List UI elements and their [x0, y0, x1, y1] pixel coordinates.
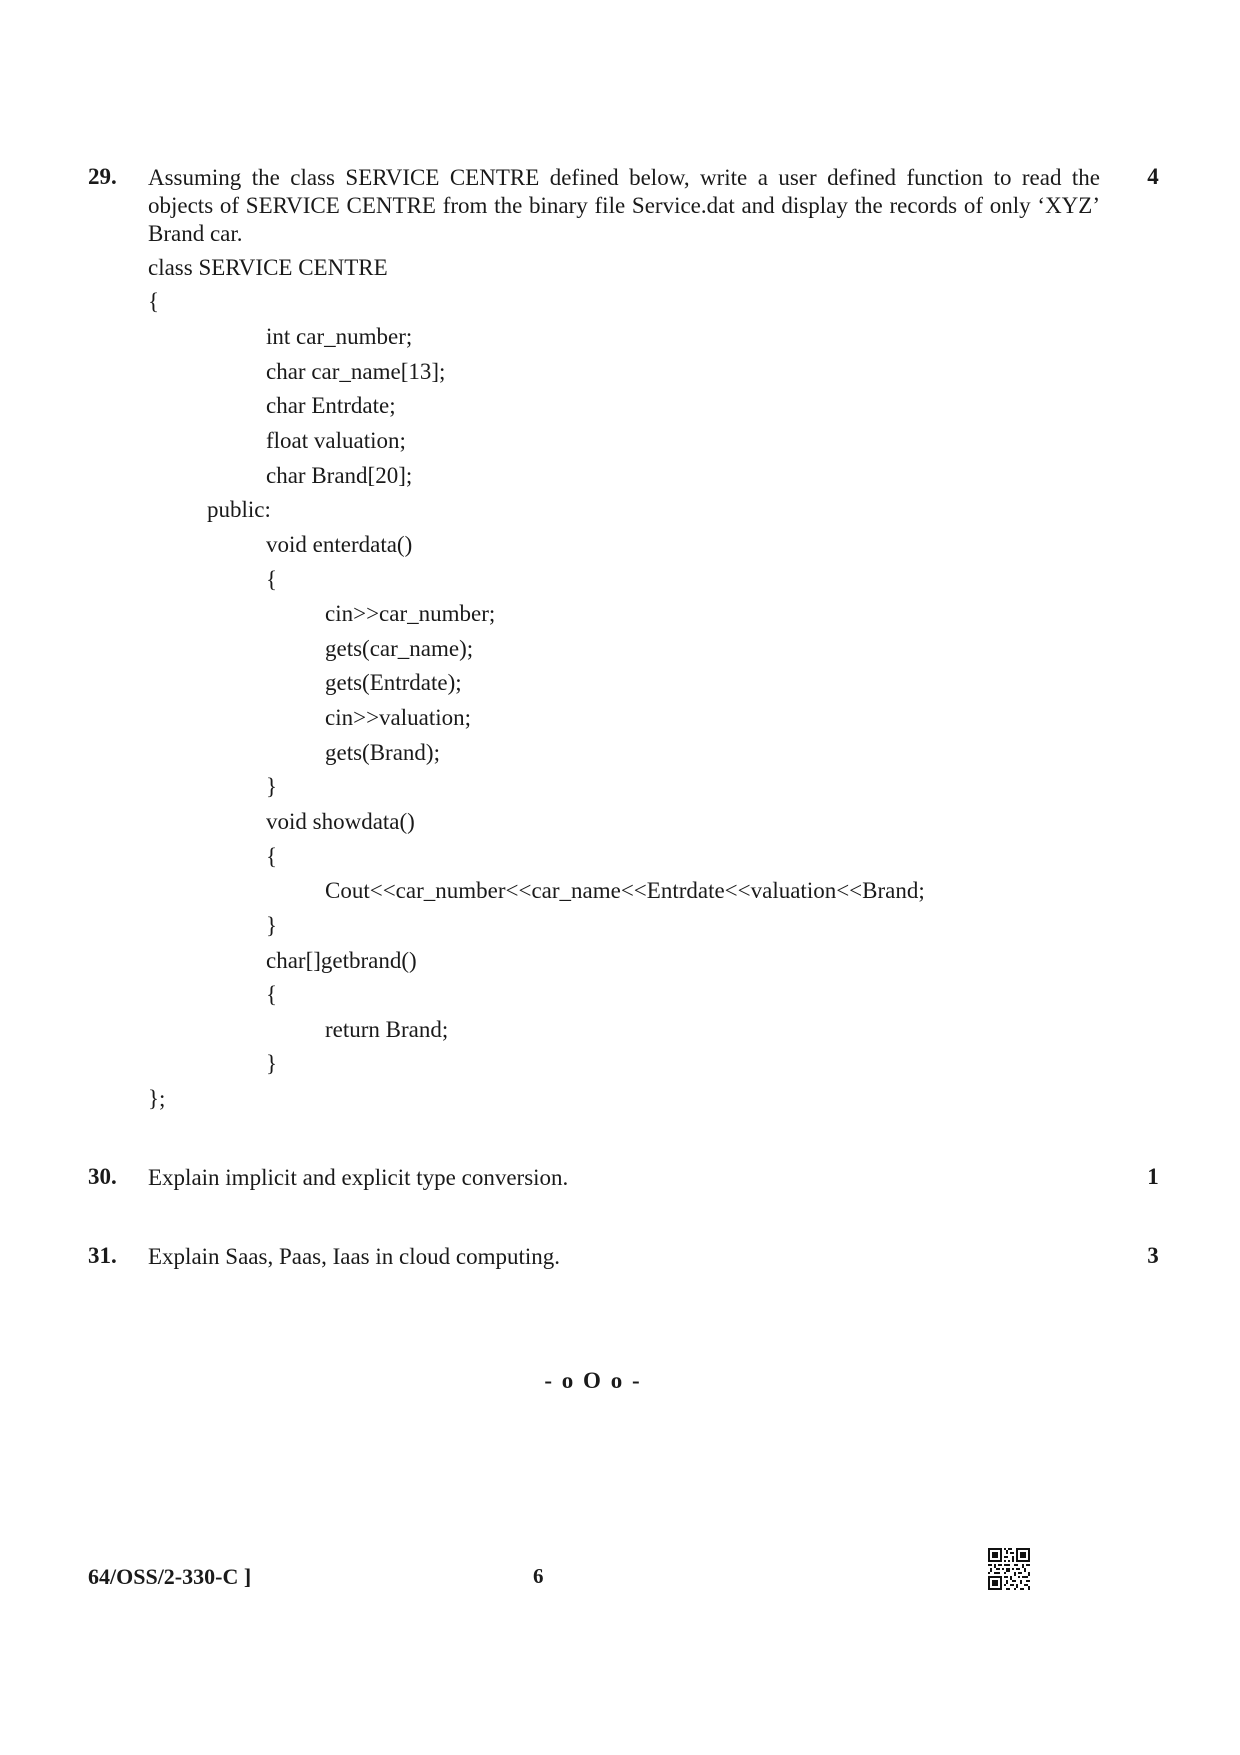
code-line: char car_name[13]; [266, 359, 446, 384]
code-line: { [266, 982, 278, 1007]
paper-code: 64/OSS/2-330-C ] [88, 1564, 252, 1589]
question-29-number: 29. [88, 164, 117, 189]
code-line: float valuation; [266, 428, 406, 453]
question-30-marks: 1 [1147, 1164, 1159, 1189]
code-line: cin>>car_number; [325, 601, 496, 626]
question-31-marks: 3 [1147, 1243, 1159, 1268]
code-line: gets(car_name); [325, 636, 474, 661]
code-line: char Entrdate; [266, 393, 396, 418]
question-29-marks: 4 [1147, 164, 1159, 189]
code-line: void enterdata() [266, 532, 413, 557]
code-line: class SERVICE CENTRE [148, 255, 388, 280]
question-31-text: Explain Saas, Paas, Iaas in cloud computing. [148, 1244, 561, 1269]
code-line: void showdata() [266, 809, 415, 834]
code-line: } [266, 774, 278, 799]
qr-code-icon [988, 1548, 1030, 1590]
code-line: { [148, 289, 160, 314]
code-line: } [266, 913, 278, 938]
end-of-paper-mark: - o O o - [544, 1368, 642, 1393]
page-number: 6 [533, 1564, 544, 1588]
code-line: char Brand[20]; [266, 463, 413, 488]
code-line: cin>>valuation; [325, 705, 472, 730]
code-line: { [266, 844, 278, 869]
question-29-text: Assuming the class SERVICE CENTRE defined below, write a user defined function to read the objects of SERVICE CENTRE from the binary file Service.dat and display the records of only ‘XYZ’ Brand car. [148, 165, 1100, 246]
question-30-number: 30. [88, 1164, 117, 1189]
question-30-text: Explain implicit and explicit type conversion. [148, 1165, 569, 1190]
code-line: gets(Brand); [325, 740, 440, 765]
code-line: }; [148, 1086, 166, 1111]
code-line: gets(Entrdate); [325, 670, 462, 695]
code-line: } [266, 1051, 278, 1076]
code-line: char[]getbrand() [266, 948, 417, 973]
question-31-number: 31. [88, 1243, 117, 1268]
code-line: public: [207, 497, 271, 522]
code-line: Cout<<car_number<<car_name<<Entrdate<<valuation<<Brand; [325, 878, 925, 903]
code-line: { [266, 567, 278, 592]
code-line: return Brand; [325, 1017, 449, 1042]
code-line: int car_number; [266, 324, 413, 349]
